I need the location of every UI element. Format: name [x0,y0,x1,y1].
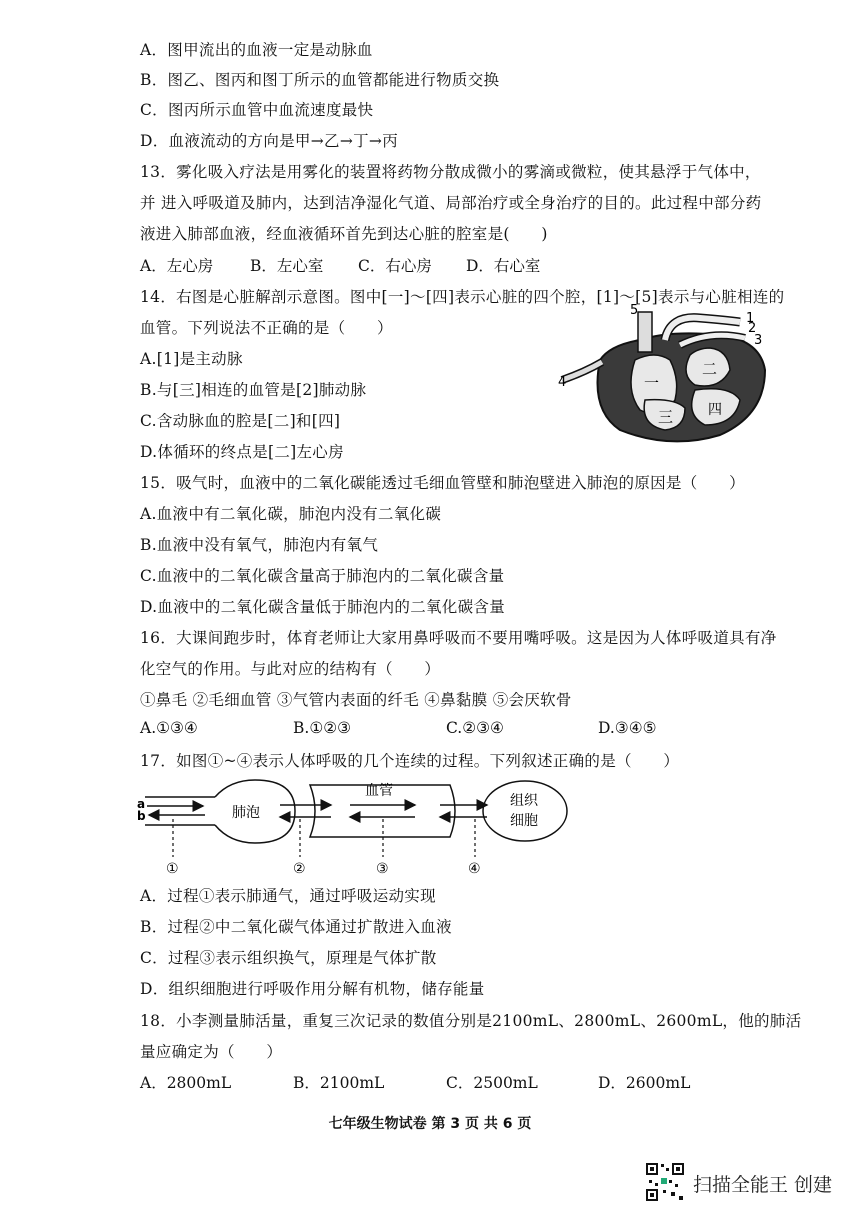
q16-option-d: D.③④⑤ [598,719,657,737]
scanner-watermark [645,1160,845,1204]
q17-stem: 17．如图①~④表示人体呼吸的几个连续的过程。下列叙述正确的是（ ） [140,752,680,770]
q18-option-b: B．2100mL [293,1074,385,1092]
q13-option-c: C．右心房 [358,257,432,275]
q13-option-a: A．左心房 [140,257,214,275]
q15-stem: 15．吸气时，血液中的二氧化碳能透过毛细血管壁和肺泡壁进入肺泡的原因是（ ） [140,474,745,492]
q13-stem-2: 并 进入呼吸道及肺内，达到洁净湿化气道、局部治疗或全身治疗的目的。此过程中部分药 [140,194,762,212]
q14-stem-1: 14．右图是心脏解剖示意图。图中[一]～[四]表示心脏的四个腔，[1]～[5]表示与心脏相连的 [140,288,785,306]
q14-option-c: C.含动脉血的腔是[二]和[四] [140,412,341,430]
heart-label-3: 3 [754,333,763,348]
q17-option-c: C．过程③表示组织换气，原理是气体扩散 [140,949,437,967]
marker-4: ④ [468,861,481,877]
heart-label-2: 2 [748,321,757,336]
q18-option-c: C．2500mL [446,1074,538,1092]
q18-stem-1: 18．小李测量肺活量，重复三次记录的数值分别是2100mL、2800mL、2600mL，他的肺活 [140,1012,802,1030]
heart-diagram [560,300,780,450]
q16-option-c: C.②③④ [446,719,504,737]
heart-label-4: 4 [558,375,567,390]
marker-2: ② [293,861,306,877]
q12-option-c: C．图丙所示血管中血流速度最快 [140,101,374,119]
marker-1: ① [166,861,179,877]
heart-label-5: 5 [630,303,639,318]
q16-option-a: A.①③④ [140,719,198,737]
label-vessel: 血管 [365,783,393,799]
q14-option-b: B.与[三]相连的血管是[2]肺动脉 [140,381,367,399]
q16-option-b: B.①②③ [293,719,352,737]
q15-option-c: C.血液中的二氧化碳含量高于肺泡内的二氧化碳含量 [140,567,505,585]
respiration-diagram [135,775,585,880]
q18-option-a: A．2800mL [140,1074,232,1092]
q18-stem-2: 量应确定为（ ） [140,1043,283,1061]
q17-option-a: A．过程①表示肺通气，通过呼吸运动实现 [140,887,436,905]
q13-stem-1: 13．雾化吸入疗法是用雾化的装置将药物分散成微小的雾滴或微粒，使其悬浮于气体中， [140,163,761,181]
q15-option-b: B.血液中没有氧气，肺泡内有氧气 [140,536,379,554]
q16-stem-1: 16．大课间跑步时，体育老师让大家用鼻呼吸而不要用嘴呼吸。这是因为人体呼吸道具有净 [140,629,777,647]
q15-option-a: A.血液中有二氧化碳，肺泡内没有二氧化碳 [140,505,442,523]
q15-option-d: D.血液中的二氧化碳含量低于肺泡内的二氧化碳含量 [140,598,506,616]
heart-chamber-3: 三 [658,408,674,426]
q17-option-d: D．组织细胞进行呼吸作用分解有机物，储存能量 [140,980,485,998]
label-b: b [137,809,146,823]
heart-label-1: 1 [746,311,755,326]
label-alveolus: 肺泡 [232,805,260,821]
label-tissue-2: 细胞 [510,813,538,829]
q14-option-a: A.[1]是主动脉 [140,350,243,368]
q16-items: ①鼻毛 ②毛细血管 ③气管内表面的纤毛 ④鼻黏膜 ⑤会厌软骨 [140,691,572,709]
q16-stem-2: 化空气的作用。与此对应的结构有（ ） [140,660,441,678]
heart-chamber-1: 一 [644,374,660,392]
q17-option-b: B．过程②中二氧化碳气体通过扩散进入血液 [140,918,452,936]
qr-code-icon [645,1162,685,1202]
q14-stem-2: 血管。下列说法不正确的是（ ） [140,319,393,337]
label-tissue-1: 组织 [510,793,538,809]
q14-option-d: D.体循环的终点是[二]左心房 [140,443,344,461]
q13-option-d: D．右心室 [466,257,541,275]
marker-3: ③ [376,861,389,877]
watermark-text: 扫描全能王 创建 [693,1174,833,1196]
q18-option-d: D．2600mL [598,1074,691,1092]
heart-chamber-2: 二 [702,360,718,378]
q12-option-a: A．图甲流出的血液一定是动脉血 [140,41,373,59]
q13-option-b: B．左心室 [250,257,324,275]
page-footer: 七年级生物试卷 第 3 页 共 6 页 [328,1116,532,1132]
heart-chamber-4: 四 [708,402,722,418]
q12-option-b: B．图乙、图丙和图丁所示的血管都能进行物质交换 [140,71,500,89]
q13-stem-3: 液进入肺部血液，经血液循环首先到达心脏的腔室是( ) [140,225,548,243]
q12-option-d: D．血液流动的方向是甲→乙→丁→丙 [140,132,398,150]
label-a: a [137,797,146,811]
